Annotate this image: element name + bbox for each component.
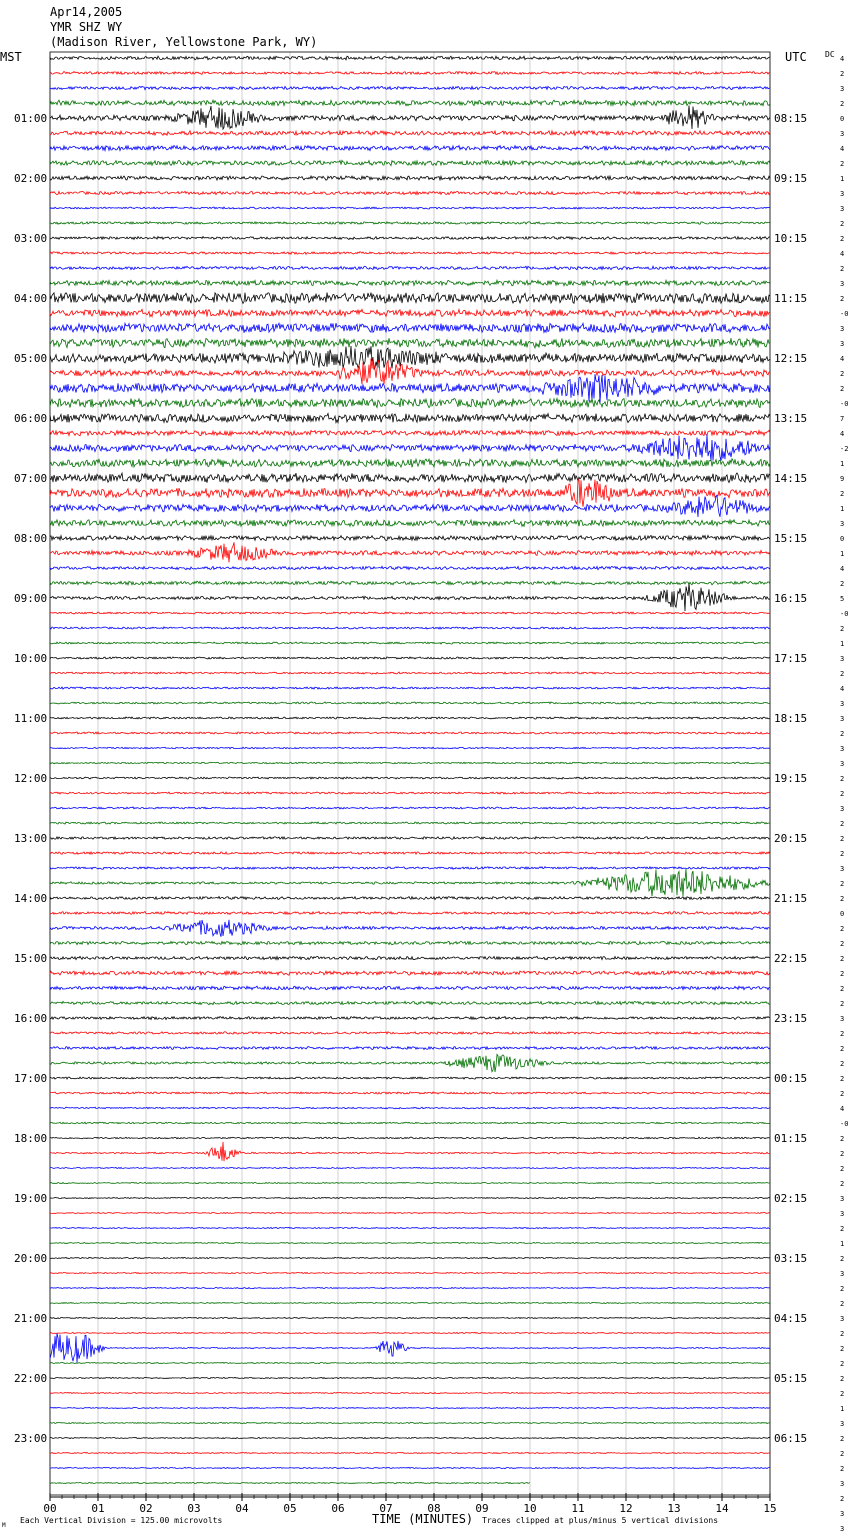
- x-tick-label: 04: [235, 1502, 249, 1515]
- trace-row-92: [50, 1437, 770, 1438]
- mst-hour-label: 01:00: [14, 112, 48, 125]
- trace-row-88: [50, 1377, 770, 1378]
- trace-row-56: [50, 897, 770, 900]
- dc-offset-label: 2: [840, 1495, 845, 1503]
- dc-offset-label: 3: [840, 805, 845, 813]
- dc-offset-label: 0: [840, 535, 845, 543]
- trace-row-76: [50, 1197, 770, 1198]
- utc-hour-labels: [774, 112, 807, 1445]
- utc-hour-label: 18:15: [774, 712, 808, 725]
- dc-offset-label: 2: [840, 1390, 845, 1398]
- trace-row-44: [50, 717, 770, 719]
- dc-offset-label: 2: [840, 235, 845, 243]
- dc-offset-label: -0: [840, 400, 849, 408]
- trace-row-12: [50, 237, 770, 240]
- mst-hour-label: 07:00: [14, 472, 48, 485]
- dc-offset-label: 2: [840, 670, 845, 678]
- trace-row-85: [50, 1332, 770, 1333]
- trace-row-60: [50, 956, 770, 959]
- trace-row-67: [50, 1054, 770, 1072]
- utc-hour-label: 08:15: [774, 112, 808, 125]
- trace-row-15: [50, 280, 770, 286]
- trace-row-9: [50, 191, 770, 194]
- dc-offset-label: 2: [840, 985, 845, 993]
- trace-row-19: [50, 338, 770, 348]
- trace-row-58: [50, 920, 770, 937]
- dc-offset-label: 2: [840, 490, 845, 498]
- mst-hour-label: 16:00: [14, 1012, 48, 1025]
- dc-offset-label: -0: [840, 610, 849, 618]
- trace-row-36: [50, 584, 770, 611]
- dc-offset-label: 2: [840, 1345, 845, 1353]
- trace-row-33: [50, 542, 770, 562]
- trace-row-70: [50, 1107, 770, 1109]
- date-label: Apr14,2005: [50, 5, 123, 19]
- dc-offset-label: 2: [840, 790, 845, 798]
- utc-hour-label: 23:15: [774, 1012, 808, 1025]
- dc-offset-label: 2: [840, 1075, 845, 1083]
- mst-hour-label: 13:00: [14, 832, 48, 845]
- trace-row-77: [50, 1212, 770, 1213]
- scale-note: Each Vertical Division = 125.00 microvolts: [20, 1516, 223, 1525]
- trace-row-73: [50, 1142, 770, 1161]
- dc-offset-label: 2: [840, 820, 845, 828]
- trace-row-31: [50, 520, 770, 527]
- clip-note: Traces clipped at plus/minus 5 vertical divisions: [482, 1516, 719, 1525]
- left-timezone-label: MST: [0, 50, 22, 64]
- trace-row-90: [50, 1407, 770, 1408]
- dc-offset-label: 4: [840, 430, 845, 438]
- trace-row-52: [50, 837, 770, 840]
- dc-offset-label: 2: [840, 580, 845, 588]
- dc-offset-label: 3: [840, 865, 845, 873]
- x-tick-label: 00: [43, 1502, 57, 1515]
- trace-row-6: [50, 146, 770, 151]
- dc-offset-label: 3: [840, 1270, 845, 1278]
- dc-offset-label: 5: [840, 595, 845, 603]
- trace-row-80: [50, 1257, 770, 1258]
- dc-offset-label: 0: [840, 115, 845, 123]
- dc-offset-label: 2: [840, 625, 845, 633]
- trace-row-72: [50, 1137, 770, 1139]
- dc-offset-label: 2: [840, 70, 845, 78]
- dc-offset-label: 3: [840, 280, 845, 288]
- trace-row-45: [50, 732, 770, 734]
- dc-offset-label: 2: [840, 850, 845, 858]
- trace-row-78: [50, 1227, 770, 1228]
- x-tick-label: 15: [763, 1502, 777, 1515]
- dc-offset-label: 7: [840, 415, 845, 423]
- x-tick-label: 05: [283, 1502, 297, 1515]
- dc-offset-label: 2: [840, 1030, 845, 1038]
- dc-offset-label: -2: [840, 445, 849, 453]
- dc-offset-label: 1: [840, 1240, 845, 1248]
- trace-row-75: [50, 1182, 770, 1183]
- trace-row-87: [50, 1362, 770, 1363]
- dc-offset-label: 2: [840, 295, 845, 303]
- dc-offset-label: -0: [840, 1120, 849, 1128]
- dc-offset-label: 9: [840, 475, 845, 483]
- trace-row-93: [50, 1452, 770, 1453]
- trace-row-63: [50, 1001, 770, 1004]
- dc-offset-label: 3: [840, 1195, 845, 1203]
- dc-offset-label: 2: [840, 370, 845, 378]
- dc-offset-label: 3: [840, 745, 845, 753]
- dc-offset-label: 2: [840, 1360, 845, 1368]
- utc-hour-label: 19:15: [774, 772, 808, 785]
- trace-row-48: [50, 777, 770, 779]
- dc-offset-label: -0: [840, 310, 849, 318]
- station-label: YMR SHZ WY: [50, 20, 123, 34]
- dc-offset-label: 1: [840, 175, 845, 183]
- trace-row-91: [50, 1422, 770, 1423]
- utc-hour-label: 11:15: [774, 292, 808, 305]
- trace-row-11: [50, 222, 770, 225]
- trace-row-59: [50, 941, 770, 944]
- dc-offset-label: 4: [840, 355, 845, 363]
- dc-offset-label: 2: [840, 265, 845, 273]
- trace-row-69: [50, 1092, 770, 1094]
- x-axis-title: TIME (MINUTES): [372, 1512, 474, 1526]
- trace-row-38: [50, 627, 770, 629]
- trace-row-25: [50, 430, 770, 436]
- x-tick-label: 10: [523, 1502, 537, 1515]
- dc-offset-label: 3: [840, 130, 845, 138]
- dc-offset-label: 2: [840, 1375, 845, 1383]
- trace-lines: [50, 56, 770, 1483]
- utc-hour-label: 14:15: [774, 472, 808, 485]
- dc-offset-label: 3: [840, 325, 845, 333]
- trace-row-42: [50, 687, 770, 689]
- dc-offset-label: 1: [840, 1405, 845, 1413]
- trace-row-4: [50, 106, 770, 130]
- mst-hour-label: 09:00: [14, 592, 48, 605]
- trace-row-86: [50, 1333, 770, 1362]
- trace-row-54: [50, 867, 770, 870]
- mst-hour-label: 05:00: [14, 352, 48, 365]
- trace-row-61: [50, 971, 770, 975]
- trace-row-71: [50, 1122, 770, 1124]
- trace-row-22: [50, 374, 770, 403]
- trace-row-40: [50, 657, 770, 659]
- trace-row-81: [50, 1272, 770, 1273]
- trace-row-64: [50, 1017, 770, 1020]
- mst-hour-label: 04:00: [14, 292, 48, 305]
- dc-offset-label: 3: [840, 340, 845, 348]
- dc-offset-label: 3: [840, 1315, 845, 1323]
- x-tick-label: 01: [91, 1502, 105, 1515]
- x-tick-label: 09: [475, 1502, 489, 1515]
- utc-hour-label: 21:15: [774, 892, 808, 905]
- trace-row-26: [50, 434, 770, 460]
- trace-row-28: [50, 473, 770, 483]
- x-tick-label: 11: [571, 1502, 585, 1515]
- dc-offset-label: 4: [840, 250, 845, 258]
- utc-hour-label: 10:15: [774, 232, 808, 245]
- mst-hour-label: 22:00: [14, 1372, 48, 1385]
- dc-offset-label: 4: [840, 1105, 845, 1113]
- x-tick-label: 07: [379, 1502, 393, 1515]
- trace-row-89: [50, 1392, 770, 1393]
- dc-offset-label: 4: [840, 145, 845, 153]
- trace-row-14: [50, 266, 770, 269]
- dc-offset-label: 2: [840, 1435, 845, 1443]
- mst-hour-label: 17:00: [14, 1072, 48, 1085]
- trace-row-7: [50, 160, 770, 165]
- x-tick-label: 03: [187, 1502, 201, 1515]
- dc-offset-label: 3: [840, 655, 845, 663]
- mst-hour-label: 08:00: [14, 532, 48, 545]
- trace-row-37: [50, 612, 770, 614]
- trace-row-65: [50, 1032, 770, 1035]
- dc-offset-label: 3: [840, 760, 845, 768]
- mst-hour-label: 19:00: [14, 1192, 48, 1205]
- trace-row-79: [50, 1242, 770, 1243]
- right-timezone-label: UTC: [785, 50, 807, 64]
- trace-row-39: [50, 642, 770, 644]
- mst-hour-label: 11:00: [14, 712, 48, 725]
- trace-row-35: [50, 581, 770, 585]
- x-tick-label: 06: [331, 1502, 345, 1515]
- mst-hour-label: 23:00: [14, 1432, 48, 1445]
- mst-hour-label: 02:00: [14, 172, 48, 185]
- trace-row-83: [50, 1302, 770, 1303]
- trace-row-30: [50, 495, 770, 517]
- trace-row-29: [50, 480, 770, 507]
- trace-row-18: [50, 323, 770, 333]
- trace-row-3: [50, 100, 770, 106]
- dc-offset-label: 2: [840, 1045, 845, 1053]
- dc-offset-label: 2: [840, 1450, 845, 1458]
- dc-offset-label: 2: [840, 160, 845, 168]
- trace-row-1: [50, 72, 770, 75]
- mst-hour-label: 10:00: [14, 652, 48, 665]
- trace-row-41: [50, 672, 770, 674]
- dc-offset-label: 3: [840, 520, 845, 528]
- utc-hour-label: 06:15: [774, 1432, 808, 1445]
- utc-hour-label: 15:15: [774, 532, 808, 545]
- mst-hour-label: 03:00: [14, 232, 48, 245]
- dc-offset-label: 2: [840, 895, 845, 903]
- dc-offset-label: 2: [840, 1330, 845, 1338]
- trace-row-50: [50, 807, 770, 809]
- trace-row-62: [50, 986, 770, 990]
- corner-mark: M: [2, 1522, 6, 1529]
- utc-hour-label: 22:15: [774, 952, 808, 965]
- dc-offset-label: 3: [840, 715, 845, 723]
- x-tick-label: 08: [427, 1502, 441, 1515]
- dc-offset-label: 2: [840, 1090, 845, 1098]
- dc-offset-label: 2: [840, 1165, 845, 1173]
- dc-offset-label: 3: [840, 1210, 845, 1218]
- dc-offset-label: 3: [840, 85, 845, 93]
- dc-offset-label: 2: [840, 1180, 845, 1188]
- dc-offset-label: 1: [840, 505, 845, 513]
- trace-row-82: [50, 1287, 770, 1288]
- mst-hour-label: 21:00: [14, 1312, 48, 1325]
- dc-offset-label: 2: [840, 385, 845, 393]
- trace-row-34: [50, 566, 770, 569]
- utc-hour-label: 09:15: [774, 172, 808, 185]
- trace-row-0: [50, 56, 770, 60]
- trace-row-51: [50, 822, 770, 824]
- dc-offset-label: 2: [840, 1150, 845, 1158]
- trace-row-32: [50, 535, 770, 540]
- trace-row-23: [50, 398, 770, 407]
- x-tick-label: 14: [715, 1502, 729, 1515]
- mst-hour-label: 14:00: [14, 892, 48, 905]
- dc-offset-label: 2: [840, 1000, 845, 1008]
- mst-hour-label: 15:00: [14, 952, 48, 965]
- utc-hour-label: 12:15: [774, 352, 808, 365]
- dc-offset-label: 3: [840, 1420, 845, 1428]
- dc-offset-label: 2: [840, 730, 845, 738]
- mst-hour-labels: [14, 112, 47, 1445]
- trace-row-43: [50, 702, 770, 704]
- dc-offset-label: 4: [840, 685, 845, 693]
- dc-offset-label: 4: [840, 565, 845, 573]
- utc-hour-label: 13:15: [774, 412, 808, 425]
- dc-offset-label: 2: [840, 1225, 845, 1233]
- trace-row-57: [50, 912, 770, 915]
- mst-hour-label: 20:00: [14, 1252, 48, 1265]
- x-tick-label: 13: [667, 1502, 681, 1515]
- dc-offset-label: 4: [840, 55, 845, 63]
- trace-row-84: [50, 1317, 770, 1318]
- trace-row-53: [50, 852, 770, 854]
- dc-offset-label: 2: [840, 925, 845, 933]
- dc-offset-label: 2: [840, 1060, 845, 1068]
- dc-offset-label: 2: [840, 1300, 845, 1308]
- dc-offset-label: 2: [840, 1465, 845, 1473]
- dc-offset-label: 3: [840, 190, 845, 198]
- trace-row-8: [50, 176, 770, 180]
- trace-row-24: [50, 414, 770, 423]
- utc-hour-label: 16:15: [774, 592, 808, 605]
- trace-row-74: [50, 1167, 770, 1168]
- dc-label: DC: [825, 50, 835, 59]
- utc-hour-label: 20:15: [774, 832, 808, 845]
- trace-row-66: [50, 1047, 770, 1050]
- x-tick-label: 02: [139, 1502, 153, 1515]
- dc-offset-label: 3: [840, 700, 845, 708]
- trace-row-46: [50, 747, 770, 749]
- dc-offset-label: 3: [840, 1015, 845, 1023]
- dc-offset-label: 0: [840, 910, 845, 918]
- dc-offset-label: 3: [840, 205, 845, 213]
- dc-offset-label: 2: [840, 220, 845, 228]
- trace-row-5: [50, 131, 770, 136]
- dc-offset-label: 2: [840, 940, 845, 948]
- dc-offset-label: 3: [840, 1480, 845, 1488]
- dc-offset-label: 1: [840, 550, 845, 558]
- utc-hour-label: 17:15: [774, 652, 808, 665]
- dc-offset-label: 1: [840, 460, 845, 468]
- dc-offset-label: 3: [840, 1525, 845, 1533]
- trace-row-20: [50, 346, 770, 369]
- trace-row-16: [50, 293, 770, 304]
- dc-offset-label: 2: [840, 1255, 845, 1263]
- utc-hour-label: 02:15: [774, 1192, 808, 1205]
- location-label: (Madison River, Yellowstone Park, WY): [50, 35, 318, 49]
- utc-hour-label: 04:15: [774, 1312, 808, 1325]
- x-tick-label: 12: [619, 1502, 633, 1515]
- utc-hour-label: 00:15: [774, 1072, 808, 1085]
- trace-row-94: [50, 1467, 770, 1468]
- trace-row-49: [50, 792, 770, 794]
- trace-row-13: [50, 252, 770, 255]
- dc-offset-label: 3: [840, 1510, 845, 1518]
- utc-hour-label: 05:15: [774, 1372, 808, 1385]
- utc-hour-label: 03:15: [774, 1252, 808, 1265]
- dc-offset-label: 2: [840, 955, 845, 963]
- dc-offset-label: 2: [840, 1135, 845, 1143]
- trace-row-68: [50, 1077, 770, 1079]
- trace-row-47: [50, 762, 770, 764]
- dc-offset-label: 2: [840, 835, 845, 843]
- dc-offset-label: 2: [840, 100, 845, 108]
- utc-hour-label: 01:15: [774, 1132, 808, 1145]
- trace-row-55: [50, 869, 770, 896]
- dc-offset-label: 2: [840, 970, 845, 978]
- mst-hour-label: 06:00: [14, 412, 48, 425]
- trace-row-10: [50, 207, 770, 209]
- trace-row-27: [50, 459, 770, 468]
- dc-offset-label: 2: [840, 1285, 845, 1293]
- mst-hour-label: 12:00: [14, 772, 48, 785]
- dc-offset-label: 2: [840, 775, 845, 783]
- dc-offset-label: 2: [840, 880, 845, 888]
- dc-offset-labels: [840, 55, 848, 1534]
- dc-offset-label: 1: [840, 640, 845, 648]
- mst-hour-label: 18:00: [14, 1132, 48, 1145]
- trace-row-17: [50, 309, 770, 317]
- trace-row-2: [50, 86, 770, 89]
